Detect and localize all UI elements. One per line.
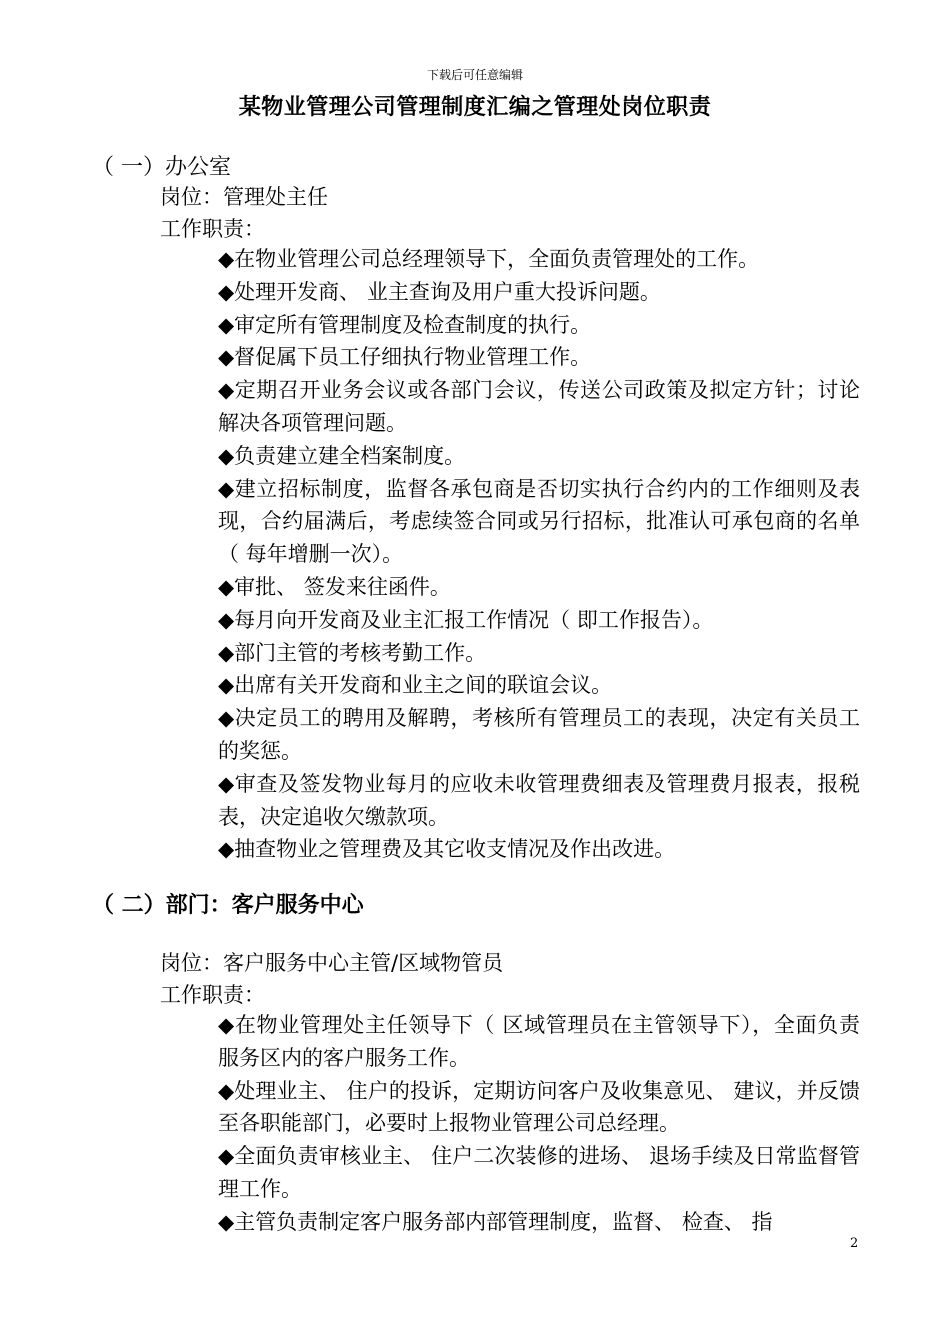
duty-item: ◆出席有关开发商和业主之间的联谊会议。 (218, 673, 613, 698)
duties-label: 工作职责： (160, 983, 265, 1007)
duty-item: ◆抽查物业之管理费及其它收支情况及作出改进。 (218, 837, 676, 862)
duty-item: ◆审定所有管理制度及检查制度的执行。 (218, 312, 592, 337)
duties-list-office (218, 243, 860, 866)
duty-item: ◆主管负责制定客户服务部内部管理制度，监督、 检查、 指 (218, 1209, 773, 1234)
duties-label: 工作职责： (160, 217, 265, 241)
duty-item: ◆审查及签发物业每月的应收未收管理费细表及管理费月报表，报税表，决定追收欠缴款项。 (218, 771, 860, 829)
section-heading-customer-service: （ 二）部门：客户服务中心 (92, 893, 364, 918)
duty-item: ◆每月向开发商及业主汇报工作情况（ 即工作报告）。 (218, 607, 714, 632)
duty-item: ◆负责建立建全档案制度。 (218, 443, 466, 468)
duty-item: ◆督促属下员工仔细执行物业管理工作。 (218, 345, 592, 370)
duty-item: ◆处理开发商、 业主查询及用户重大投诉问题。 (218, 279, 661, 304)
duty-item: ◆在物业管理处主任领导下（ 区域管理员在主管领导下），全面负责服务区内的客户服务工作。 (218, 1013, 860, 1070)
post-label: 岗位：客户服务中心主管/区域物管员 (160, 951, 504, 975)
duty-item: ◆部门主管的考核考勤工作。 (218, 640, 487, 665)
header-note: 下载后可任意编辑 (426, 68, 523, 82)
duty-item: ◆建立招标制度，监督各承包商是否切实执行合约内的工作细则及表现，合约届满后，考虑续签合同或另行招标，批准认可承包商的名单（ 每年增删一次）。 (218, 476, 860, 567)
duty-item: ◆决定员工的聘用及解聘，考核所有管理员工的表现，决定有关员工的奖惩。 (218, 706, 860, 763)
section-heading-office: （ 一）办公室 (92, 155, 231, 180)
duty-item: ◆在物业管理公司总经理领导下，全面负责管理处的工作。 (218, 247, 760, 271)
duty-item: ◆处理业主、 住户的投诉，定期访问客户及收集意见、 建议，并反馈至各职能部门，必要时上报物业管理公司总经理。 (218, 1078, 860, 1136)
document-title: 某物业管理公司管理制度汇编之管理处岗位职责 (238, 95, 712, 120)
duties-list-customer-service (218, 1009, 860, 1239)
page-number: 2 (850, 1236, 859, 1251)
duty-item: ◆审批、 签发来往函件。 (218, 574, 451, 599)
duty-item: ◆定期召开业务会议或各部门会议，传送公司政策及拟定方针；讨论解决各项管理问题。 (218, 378, 860, 435)
duty-item: ◆全面负责审核业主、 住户二次装修的进场、 退场手续及日常监督管理工作。 (218, 1144, 860, 1201)
post-label: 岗位：管理处主任 (160, 185, 328, 209)
